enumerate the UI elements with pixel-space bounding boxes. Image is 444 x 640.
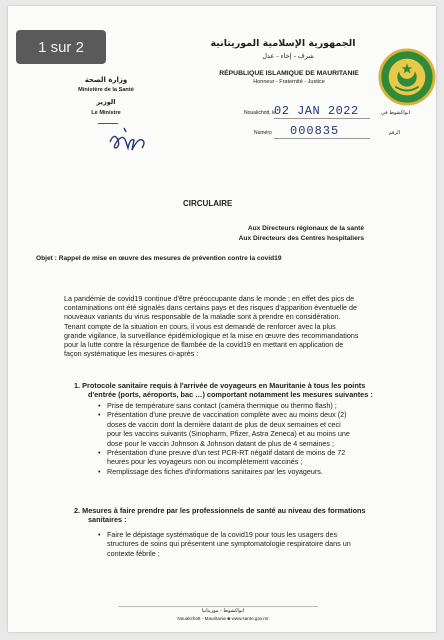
arabic-date-label: انواكشوط في (381, 110, 410, 116)
paragraph-line: pour la lutte contre la résurgence de flambée de la covid19 en mettant en application de (64, 340, 344, 350)
arabic-number-label: الرقم (388, 130, 400, 136)
list-item: • Prise de température sans contact (caméra thermique ou thermo flash) ; (98, 401, 398, 410)
footer-divider (118, 606, 318, 607)
heading-line: sanitaires : (88, 515, 127, 525)
list-item: • Remplissage des fiches d'informations sanitaires par les voyageurs. (98, 467, 398, 476)
footer-arabic: انواكشوط - موريتانيا (201, 608, 245, 614)
page-indicator: 1 sur 2 (16, 30, 106, 64)
number-label: Numéro (254, 130, 272, 136)
paragraph-line: grande vigilance, la surveillance épidémiologique et la mise en œuvre des recommandations (64, 330, 359, 340)
section-1-heading (74, 381, 404, 400)
arabic-republic-title: الجمهورية الإسلامية الموريتانية (210, 38, 356, 49)
heading-line: d'entrée (ports, aéroports, bac …) comportant notamment les mesures suivantes : (88, 390, 373, 400)
heading-line: 2. Mesures à faire prendre par les professionnels de santé au niveau des formations (74, 506, 366, 515)
section-2-list (98, 530, 398, 558)
arabic-motto: شرف - إخاء - عدل (262, 52, 314, 60)
republic-name: RÉPUBLIQUE ISLAMIQUE DE MAURITANIE (219, 70, 359, 77)
footer-address: Nouakchott - Mauritanie ■ www.sante.gov.mr (177, 616, 269, 621)
paragraph-line: La pandémie de covid19 continue d'être préoccupante dans le monde ; en effet des pics de (64, 294, 355, 303)
signature-icon (104, 124, 158, 154)
arabic-ministry: وزارة الصحة (84, 76, 128, 84)
date-stamp: 02 JAN 2022 (274, 104, 359, 118)
ministry-name: Ministère de la Santé (78, 87, 134, 93)
national-seal-icon (378, 48, 436, 106)
paragraph-line: façon systématique les mesures ci-après : (64, 349, 199, 359)
section-1-list (98, 401, 398, 476)
national-motto: Honneur - Fraternité - Justice (253, 79, 325, 85)
list-item: • Présentation d'une preuve d'un test PCR-RT négatif datant de moins de 72 heures pour les voyageurs non ou incomplètement vaccinés ; (98, 448, 398, 467)
heading-line: 1. Protocole sanitaire requis à l'arrivée de voyageurs en Mauritanie à tous les points (74, 381, 366, 390)
section-2-heading (74, 506, 404, 525)
arabic-minister: الوزير (96, 98, 116, 106)
number-line (274, 138, 370, 139)
paragraph-line: nouveaux variants du virus responsable de la maladie sont à prendre en considération. (64, 312, 341, 322)
list-item: • Présentation d'une preuve de vaccination complète avec au moins deux (2) doses de vaccin dont la dernière datant de plus de deux semaines et ceci pour les vaccins suivants (Sinopharm, Pfizer, Astra Zeneca) et au moins une dose pour le vaccin Johnson & Johnson datant de plus de 4 semaines ; (98, 410, 398, 448)
object-line: Objet : Rappel de mise en œuvre des mesures de prévention contre la covid19 (36, 255, 282, 262)
intro-paragraph (64, 294, 400, 358)
document-page (8, 6, 436, 632)
number-stamp: 000835 (290, 124, 340, 138)
document-title: CIRCULAIRE (183, 199, 233, 208)
date-label: Nouakchott, le (244, 110, 276, 116)
recipients (178, 224, 364, 244)
paragraph-line: Tenant compte de la situation en cours, il vous est demandé de renforcer avec la plus (64, 321, 336, 331)
recipient-line: Aux Directeurs des Centres hospitaliers (238, 235, 364, 242)
recipient-line: Aux Directeurs régionaux de la santé (247, 225, 364, 232)
minister-title: Le Ministre (91, 110, 121, 116)
date-line (274, 118, 370, 119)
paragraph-line: contaminations ont été signalés dans certains pays et des risques d'apparition éventuelle de (64, 303, 358, 313)
list-item: • Faire le dépistage systématique de la covid19 pour tous les usagers des structures de soins qui présentent une symptomatologie respiratoire dans un contexte fébrile ; (98, 530, 398, 558)
